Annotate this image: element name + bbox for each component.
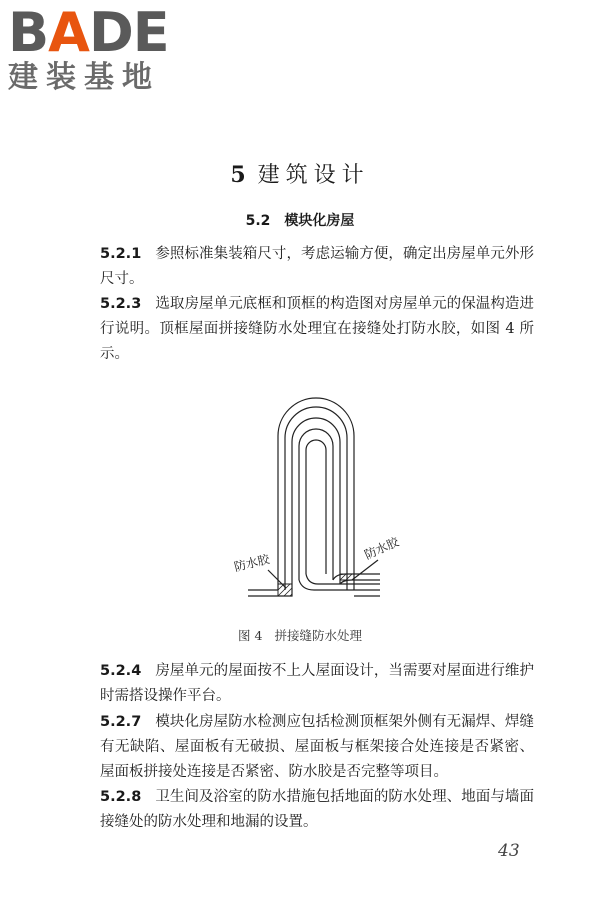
figure-joint-waterproofing <box>228 384 408 616</box>
clause-5-2-7: 5.2.7 模块化房屋防水检测应包括检测顶框架外侧有无漏焊、焊缝有无缺陷、屋面板有无破损、屋面板与框架接合处连接是否紧密、屋面板拼接处连接是否紧密、防水胶是否完整等项目。 <box>100 714 534 780</box>
inner-left-frame-line-2 <box>299 429 333 580</box>
page-number: 43 <box>498 841 520 861</box>
leader-right <box>352 560 378 580</box>
clause-5-2-4: 5.2.4 房屋单元的屋面按不上人屋面设计，当需要对屋面进行维护时需搭设操作平台。 <box>100 663 534 704</box>
joint-diagram <box>228 384 408 616</box>
outer-left-frame-line-2 <box>285 407 347 590</box>
label-sealant-left: 防水胶 <box>232 551 272 575</box>
figure-caption: 图 4 拼接缝防水处理 <box>238 628 362 643</box>
clause-5-2-8: 5.2.8 卫生间及浴室的防水措施包括地面的防水处理、地面与墙面接缝处的防水处理和地漏的设置。 <box>100 789 534 830</box>
logo-subtitle: 建装基地 <box>8 60 160 95</box>
clause-5-2-1: 5.2.1 参照标准集装箱尺寸，考虑运输方便，确定出房屋单元外形尺寸。 <box>100 246 534 287</box>
outer-left-frame-line <box>278 398 354 590</box>
bottom-sweep-2 <box>306 574 380 584</box>
leader-left <box>268 570 286 588</box>
section-heading: 5.2 模块化房屋 <box>245 213 355 229</box>
logo-wordmark: B A DE <box>8 1 169 64</box>
label-sealant-right: 防水胶 <box>362 534 401 563</box>
center-frame-line <box>306 440 326 574</box>
chapter-heading: 5 建筑设计 <box>230 162 370 188</box>
clause-5-2-3: 5.2.3 选取房屋单元底框和顶框的构造图对房屋单元的保温构造进行说明。顶框屋面拼接缝防水处理宜在接缝处打防水胶，如图 4 所示。 <box>100 296 534 362</box>
bade-logo <box>8 1 178 96</box>
